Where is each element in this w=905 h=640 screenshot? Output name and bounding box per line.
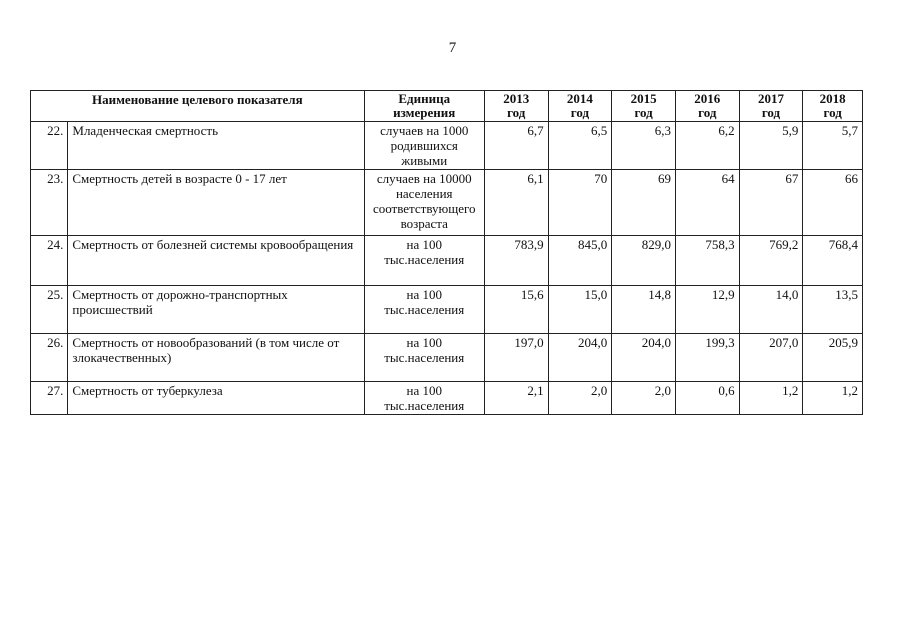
value-2015: 829,0	[612, 236, 676, 286]
indicator-name: Смертность от дорожно-транспортных происшествий	[68, 286, 364, 334]
value-2018: 13,5	[803, 286, 863, 334]
header-year-label: год	[507, 105, 526, 120]
value-2016: 199,3	[675, 334, 739, 382]
value-2018: 5,7	[803, 122, 863, 170]
row-number: 25.	[31, 286, 68, 334]
header-year-label: год	[698, 105, 717, 120]
value-2017: 769,2	[739, 236, 803, 286]
value-2017: 1,2	[739, 382, 803, 415]
header-year: 2013	[503, 91, 530, 106]
value-2016: 0,6	[675, 382, 739, 415]
header-year-label: год	[823, 105, 842, 120]
header-year: 2015	[630, 91, 657, 106]
indicator-name: Младенческая смертность	[68, 122, 364, 170]
header-year: 2018	[819, 91, 846, 106]
value-2015: 69	[612, 170, 676, 236]
indicator-unit: на 100 тыс.населения	[364, 286, 484, 334]
value-2013: 6,7	[484, 122, 548, 170]
indicator-unit: случаев на 10000 населения соответствующего возраста	[364, 170, 484, 236]
value-2017: 5,9	[739, 122, 803, 170]
value-2015: 2,0	[612, 382, 676, 415]
value-2016: 12,9	[675, 286, 739, 334]
table-row	[31, 382, 863, 415]
header-indicator-name: Наименование целевого показателя	[31, 91, 365, 122]
header-year-2013	[484, 91, 548, 122]
header-year-2016	[675, 91, 739, 122]
row-number: 23.	[31, 170, 68, 236]
indicator-name: Смертность от болезней системы кровообращения	[68, 236, 364, 286]
header-unit-line2: измерения	[393, 105, 456, 120]
indicator-unit: случаев на 1000 родившихся живыми	[364, 122, 484, 170]
header-unit	[364, 91, 484, 122]
value-2018: 205,9	[803, 334, 863, 382]
header-unit-line1: Единица	[398, 91, 451, 106]
indicator-name: Смертность детей в возрасте 0 - 17 лет	[68, 170, 364, 236]
value-2013: 15,6	[484, 286, 548, 334]
table-row	[31, 286, 863, 334]
value-2014: 70	[548, 170, 612, 236]
header-year-label: год	[761, 105, 781, 120]
target-indicators-table	[30, 90, 863, 415]
header-year-label: год	[570, 105, 590, 120]
row-number: 27.	[31, 382, 68, 415]
table-header-row	[31, 91, 863, 122]
indicator-unit: на 100 тыс.населения	[364, 382, 484, 415]
row-number: 22.	[31, 122, 68, 170]
row-number: 24.	[31, 236, 68, 286]
value-2013: 6,1	[484, 170, 548, 236]
table-row	[31, 170, 863, 236]
value-2018: 768,4	[803, 236, 863, 286]
value-2015: 204,0	[612, 334, 676, 382]
value-2016: 64	[675, 170, 739, 236]
header-year-label: год	[634, 105, 653, 120]
header-year: 2016	[694, 91, 721, 106]
value-2014: 845,0	[548, 236, 612, 286]
indicator-name: Смертность от туберкулеза	[68, 382, 364, 415]
value-2017: 14,0	[739, 286, 803, 334]
header-year-2015	[612, 91, 676, 122]
value-2013: 783,9	[484, 236, 548, 286]
value-2013: 197,0	[484, 334, 548, 382]
page-number: 7	[448, 40, 457, 56]
header-year-2018	[803, 91, 863, 122]
header-year: 2014	[566, 91, 593, 106]
indicator-unit: на 100 тыс.населения	[364, 236, 484, 286]
value-2013: 2,1	[484, 382, 548, 415]
row-number: 26.	[31, 334, 68, 382]
value-2016: 6,2	[675, 122, 739, 170]
indicator-name: Смертность от новообразований (в том числе от злокачественных)	[68, 334, 364, 382]
value-2014: 204,0	[548, 334, 612, 382]
value-2014: 6,5	[548, 122, 612, 170]
value-2015: 6,3	[612, 122, 676, 170]
value-2017: 207,0	[739, 334, 803, 382]
header-year-2014	[548, 91, 612, 122]
table-row	[31, 334, 863, 382]
indicator-unit: на 100 тыс.населения	[364, 334, 484, 382]
table-row	[31, 236, 863, 286]
value-2014: 2,0	[548, 382, 612, 415]
header-year: 2017	[757, 91, 784, 106]
value-2018: 1,2	[803, 382, 863, 415]
value-2018: 66	[803, 170, 863, 236]
header-year-2017	[739, 91, 803, 122]
value-2016: 758,3	[675, 236, 739, 286]
value-2015: 14,8	[612, 286, 676, 334]
table-row	[31, 122, 863, 170]
value-2014: 15,0	[548, 286, 612, 334]
value-2017: 67	[739, 170, 803, 236]
